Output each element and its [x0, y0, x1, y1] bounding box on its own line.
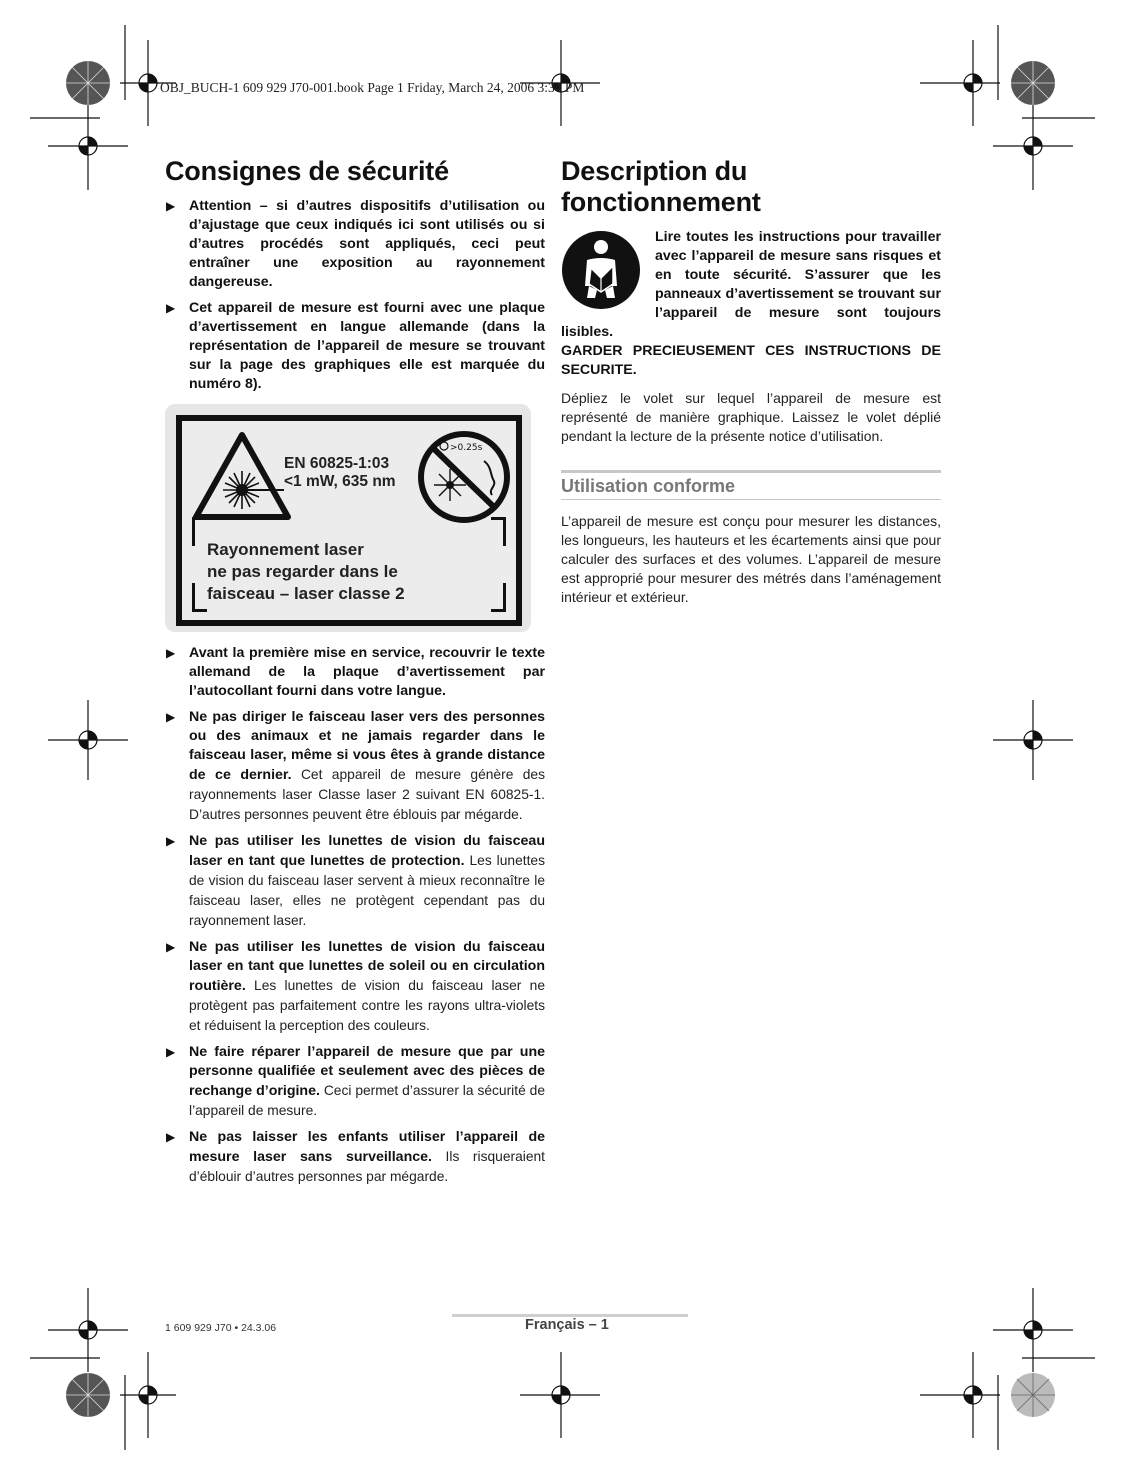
usage-text: L’appareil de mesure est conçu pour mesurer les distances, les longueurs, les hauteurs et les écartements ainsi que pour calculer des surfaces et des volumes. L’appareil de mesure est approprié pour mesurer des métrés dans l’aménagement intérieur et extérieur.	[561, 513, 941, 605]
bullet-triangle-icon: ▶	[166, 1130, 176, 1144]
bullet-triangle-icon: ▶	[166, 940, 176, 954]
bullet-triangle-icon: ▶	[166, 834, 176, 848]
print-file-info: OBJ_BUCH-1 609 929 J70-001.book Page 1 Friday, March 24, 2006 3:34 PM	[160, 80, 585, 95]
laser-warning-label	[165, 404, 531, 632]
bullet-triangle-icon: ▶	[166, 646, 176, 660]
safety-item: ▶ Ne pas diriger le faisceau laser vers des personnes ou des animaux et ne jamais regarder dans le faisceau laser, même si vous êtes à grande distance de ce dernier. Cet appareil de mesure génère des rayonnements laser Classe laser 2 suivant EN 60825-1. D’autres personnes peuvent être éblouis par mégarde.	[166, 709, 545, 822]
footer-page-label: Français – 1	[525, 1317, 609, 1333]
bullet-triangle-icon: ▶	[166, 199, 176, 213]
safety-title: Consignes de sécurité	[165, 156, 449, 186]
safety-item: ▶ Cet appareil de mesure est fourni avec une plaque d’avertissement en langue allemande (dans la représentation de l’appareil de mesure se trouvant sur la page des graphiques elle est marquée du numéro 8).	[166, 300, 545, 392]
keep-instructions-text: GARDER PRECIEUSEMENT CES INSTRUCTIONS DE SECURITE.	[561, 343, 941, 378]
exposure-time: >0.25s	[450, 443, 483, 453]
safety-item: ▶ Attention – si d’autres dispositifs d’utilisation ou d’ajustage que ceux indiqués ici sont utilisés ou si d’autres procédés sont appliqués, ceci peut entraîner une exposition au rayonnement dangereuse.	[166, 198, 545, 290]
safety-item: ▶ Ne faire réparer l’appareil de mesure que par une personne qualifiée et seulement avec des pièces de rechange d’origine. Ceci permet d’assurer la sécurité de l’appareil de mesure.	[166, 1044, 545, 1118]
bullet-triangle-icon: ▶	[166, 1045, 176, 1059]
left-column	[165, 156, 545, 1194]
safety-item: ▶ Avant la première mise en service, recouvrir le texte allemand de la plaque d’avertissement par l’autocollant fourni dans votre langue.	[166, 645, 545, 699]
unfold-text: Dépliez le volet sur lequel l’appareil de mesure est représenté de manière graphique. Laissez le volet déplié pendant la lecture de la présente notice d’utilisation.	[561, 390, 941, 444]
right-column	[561, 156, 941, 607]
description-title: Description du fonctionnement	[561, 156, 761, 217]
usage-subtitle: Utilisation conforme	[561, 476, 941, 500]
bullet-triangle-icon: ▶	[166, 301, 176, 315]
laser-hazard-icon	[192, 431, 292, 523]
bullet-triangle-icon: ▶	[166, 710, 176, 724]
footer-code: 1 609 929 J70 • 24.3.06	[165, 1322, 277, 1334]
read-instructions-text: Lire toutes les instructions pour travailler avec l’appareil de mesure sans risques et en toute sécurité. S’assurer que les panneaux d’avertissement se trouvant sur l’appareil de mesure sont toujours lisibles.	[561, 229, 941, 340]
safety-item: ▶ Ne pas utiliser les lunettes de vision du faisceau laser en tant que lunettes de soleil ou en circulation routière. Les lunettes de vision du faisceau laser ne protègent pas parfaitement contre les rayons ultra-violets et réduisent la perception des couleurs.	[166, 939, 545, 1033]
safety-item: ▶ Ne pas laisser les enfants utiliser l’appareil de mesure laser sans surveillance. Ils risqueraient d’éblouir d’autres personnes par mégarde.	[166, 1129, 546, 1184]
safety-item: ▶ Ne pas utiliser les lunettes de vision du faisceau laser en tant que lunettes de protection. Les lunettes de vision du faisceau laser servent à mieux reconnaître le faisceau laser, elles ne protègent cependant pas du rayonnement laser.	[166, 833, 545, 928]
warning-text: Rayonnement laser ne pas regarder dans le faisceau – laser classe 2	[207, 540, 405, 603]
no-look-into-beam-icon	[414, 425, 514, 525]
laser-spec: EN 60825-1:03 <1 mW, 635 nm	[284, 455, 396, 490]
read-manual-icon	[561, 230, 641, 310]
